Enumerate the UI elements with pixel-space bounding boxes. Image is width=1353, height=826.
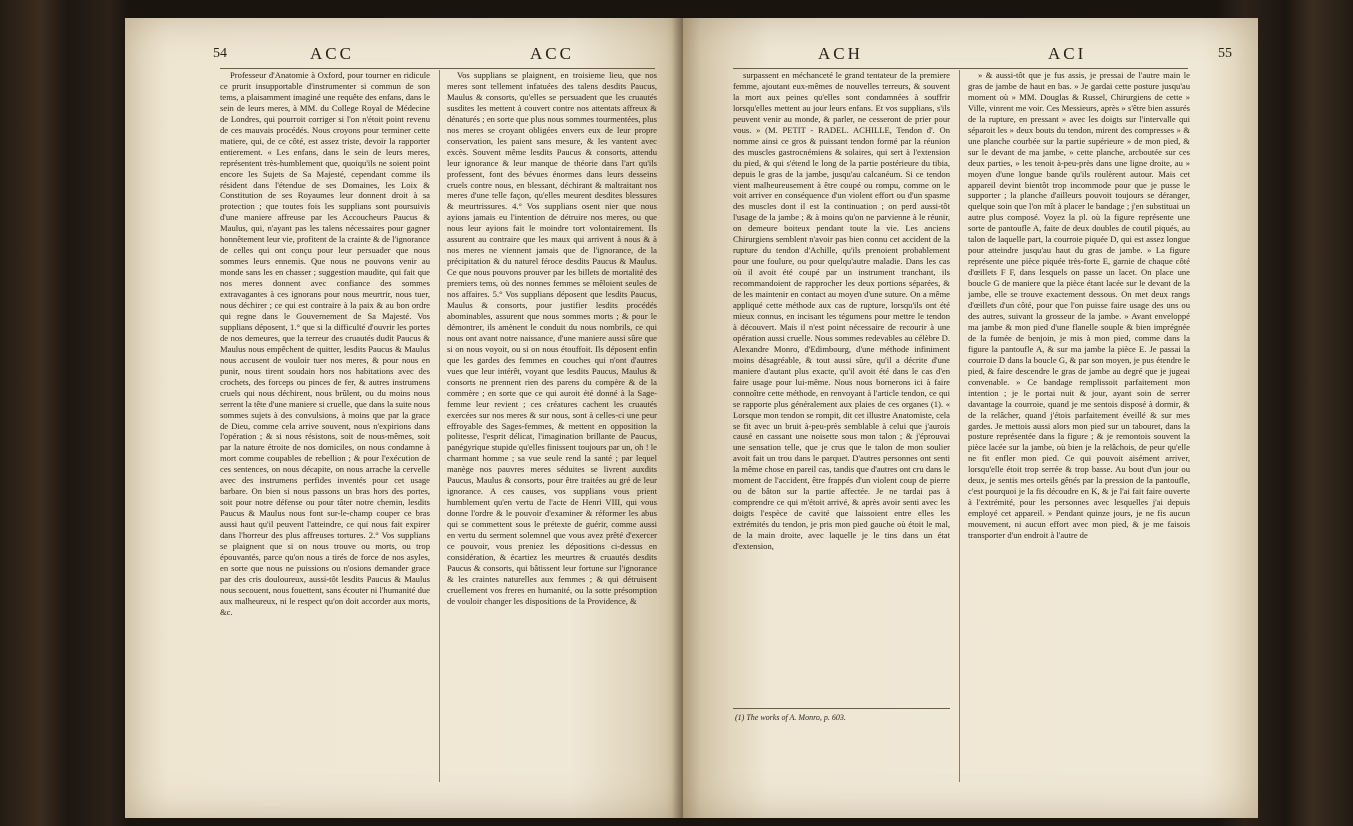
left-column-2 xyxy=(447,70,657,782)
right-column-2 xyxy=(968,70,1190,782)
right-column-1 xyxy=(733,70,950,705)
page-number-left: 54 xyxy=(213,46,227,61)
column-divider-right xyxy=(959,70,960,782)
left-page xyxy=(125,18,683,818)
head-rule-left xyxy=(220,68,655,69)
head-rule-right xyxy=(733,68,1188,69)
page-number-right: 55 xyxy=(1218,46,1232,61)
running-head-right-1: ACH xyxy=(818,44,863,63)
running-head-left-2: ACC xyxy=(530,44,574,63)
left-column-2-text: Vos supplians se plaignent, en troisieme lieu, que nos meres sont tellement infatuées des talens desdits Paucus, Maulus & consorts, qu'elles se persuadent que les cruautés susdites les mettent à couvert contre nos attentats affreux & dénaturés ; en sorte que plus nous sommes tourmentées, plus nos meres se croyant obligées envers eux de leur propre conservation, les paient sans mesure, & les vantent avec excès. Souvent même lesdits Paucus & consorts, attendu leur ignorance & leur manque de théorie dans l'art qu'ils professent, font des bévues énormes dans leurs desseins cruels contre nous, en blessant, déchirant & maltraitant nos meres d'une telle façon, qu'elles meurent desdites blessures & meurtrissures. 4.° Vos supplians osent nier que nous ayions jamais eu l'intention de détruire nos meres, ou que nous leur ayions fait le moindre tort volontairement. Ils assurent au contraire que les maux qui arrivent à nous & à nos meres ne viennent jamais que de l'ignorance, de la précipitation & du naturel féroce desdits Paucus & Maulus. Ce que nous pouvons prouver par les billets de mortalité des premiers tems, où des nonnes femmes se mêloient seules de nos affaires. 5.° Vos supplians déposent que lesdits Paucus, Maulus & consorts, pour justifier lesdits procédés abominables, assurent que nous sommes morts ; & pour le démontrer, ils amènent le conduit du nous nombrils, ce qui nous ont avant notre naissance, d'une maniere aussi sûre que si on nous voyoit, ou si on nous étouffoit. Ils déposent enfin que les gardes des femmes en couches qui n'ont d'autres vues que leur intérêt, voyant que lesdits Paucus, Maulus & consorts ne prennent rien des parens du compère & de la commère ; en sorte que ce qui auroit été donné à la Sage-femme leur revient ; ces créatures cachent les cruautés exercées sur nos meres & sur nous, sont à celles-ci une peur effroyable des Sages-femmes, & mettent en opposition la politesse, l'esprit délicat, l'imagination brillante de Paucus, panégyrique stupide qu'elles finissent toujours par un, oh ! le charmant homme ; sa vue seule rend la santé ; par lequel manège nos pauvres meres séduites se livrent auxdits Paucus, Maulus & consorts, pour être traitées au gré de leur ignorance. A ces causes, vos supplians vous prient humblement qu'en vertu de l'acte de Henri VIII, qui vous donne l'ordre & le pouvoir d'examiner & réformer les abus qui se commettent sous le prétexte de guérir, comme aussi en vertu du serment solemnel que vous avez prêté d'exercer ce pouvoir, vous preniez les dépositions ci-dessus en considération, & écartiez les meurtres & cruautés desdits Paucus & consorts, qui bâtissent leur fortune sur l'ignorance & les craintes naturelles aux femmes ; & qui détruisent cruellement vos freres en humanité, ou la sotte présomption de vouloir changer les dispositions de la Providence, & xyxy=(447,70,657,606)
right-column-1-text: surpassent en méchanceté le grand tentateur de la premiere femme, ajoutant eux-mêmes de nouvelles terreurs, & souvent la mort aux peines qu'elles sont condamnées à souffrir lorsqu'elles mettent au jour leurs enfans. Et vos supplians, s'ils peuvent venir au monde, & parler, ne cesseront de prier pour vous. » (M. PETIT - RADEL. ACHILLE, Tendon d'. On nomme ainsi ce gros & puissant tendon formé par la réunion des muscles gastrocnémiens & solaires, qui sert à l'extension du pied, & qui s'étend le long de la partie postérieure du tibia, depuis le gras de la jambe, jusqu'au calcanéum. Si ce tendon vient malheureusement à être coupé ou rompu, comme on le voit arriver en conséquence d'un violent effort ou d'un spasme des muscles dont il est la continuation ; on perd aussi-tôt l'usage de la jambe ; & à moins qu'on ne parvienne à le réunir, on demeure boiteux pendant toute la vie. Les anciens Chirurgiens semblent n'avoir pas bien connu cet accident de la rupture du tendon d'Achille, qu'ils prenoient probablement pour une foulure, ou pour quelqu'autre maladie. Dans les cas où il avoit été coupé par un instrument tranchant, ils recommandoient de rapprocher les deux portions séparées, & de les maintenir en contact au moyen d'une suture. On a même appliqué cette méthode aux cas de rupture, lorsqu'ils ont été mieux connus, en incisant les tégumens pour mettre le tendon à découvert. Mais il n'est point nécessaire de recourir à une opération aussi cruelle. Nous sommes redevables au célèbre D. Alexandre Monro, d'Edimbourg, d'une méthode infiniment moins désagréable, & tout aussi sûre, qu'il a décrite d'une maniere d'autant plus exacte, qu'il avoit été dans le cas d'en faire usage pour lui-même. Nous nous bornerons ici à faire connoître cette méthode, en renvoyant à l'article tendon, ce qui se rapporte plus généralement aux plaies de ces organes (1). « Lorsque mon tendon se rompit, dit cet illustre Anatomiste, cela se fit avec un bruit à-peu-près semblable à celui que j'aurois causé en cassant une noisette sous mon talon ; & j'éprouvai une sensation telle, que je crus que le talon de mon soulier avoit fait un trou dans le parquet. D'autres personnes ont senti la même chose en pareil cas, tandis que d'autres ont cru dans le moment de l'accident, être frappés d'un violent coup de pierre ou de bâton sur la partie affectée. Je ne tardai pas à comprendre ce qui m'étoit arrivé, & après avoir senti avec les doigts l'espèce de cavité que laissoient entre elles les extrémités du tendon, je pris mon pied gauche où étoit le mal, de la main droite, avec laquelle je le tins dans un état d'extension, xyxy=(733,70,950,551)
right-column-2-text: » & aussi-tôt que je fus assis, je pressai de l'autre main le gras de jambe de haut en bas. » Je gardai cette posture jusqu'au moment où » MM. Douglas & Russel, Chirurgiens de cette » Ville, vinrent me voir. Ces Messieurs, après » s'être bien assurés de la rupture, en pressant » avec les doigts sur l'intervalle qui séparoit les » deux bouts du tendon, mirent des compresses » & une planche courbée sur la partie supérieure » de mon pied, & sur le devant de ma jambe, » cette planche, arcboutée sur ces deux parties, » les tenoit à-peu-près dans une ligne droite, au » moyen d'une longue bande qu'ils roulèrent autour. Mais cet appareil devint bientôt trop incommode pour que je pusse le supporter ; la planche d'ailleurs pouvoit toujours se déranger, quelque soin que l'on mît à placer le bandage ; j'en substituai un autre plus composé. Voyez la pl. où la figure représente une sorte de pantoufle A, faite de deux doubles de coutil piqués, au talon de laquelle part, la courroie piquée D, qui est assez longue pour atteindre jusqu'au haut du gras de jambe. » La figure représente une pièce piquée très-forte E, garnie de chaque côté d'œillets F F, dans lesquels on passe un lacet. On place une boucle G de maniere que la pièce étant lacée sur le devant de la jambe, elle se trouve exactement dessous. On met deux rangs d'œillets d'un côté, pour que l'on puisse faire usage des uns ou des autres, suivant la grosseur de la jambe. » Avant enveloppé ma jambe & mon pied d'une flanelle souple & bien imprégnée de la fumée de benjoin, je mis à mon pied, comme dans la figure la pantoufle A, & sur ma jambe la pièce E. Je passai la courroie D dans la boucle G, & par son moyen, je pus étendre le pied, & faire descendre le gras de jambe au degré que je jugeai convenable. » Ce bandage remplissoit parfaitement mon intention ; je le portai nuit & jour, ayant soin de serrer davantage la courroie, quand je me sentois disposé à dormir, & de la relâcher, quand j'étois parfaitement éveillé & sur mes gardes. Je mettois aussi alors mon pied sur un tabouret, dans la posture représentée dans la figure ; & je remontois souvent la pièce lacée sur la jambe, où bien je la relâchois, de peur qu'elle ne fit enfler mon pied. Ce qui pouvoit aisément arriver, lorsqu'elle étoit trop serrée & trop basse. Au bout d'un jour ou deux, je sentis mes orteils gênés par la pression de la pantoufle, c'est pourquoi je la fis découdre en K, & je l'ai fait faire ouverte à l'extrémité, pour les personnes avec lesquelles j'ai depuis employé cet appareil. » Pendant quinze jours, je ne fis aucun mouvement, ni aucun effort avec mon pied, & je me faisois transporter d'un endroit à l'autre de xyxy=(968,70,1190,541)
footnote: (1) The works of A. Monro, p. 603. xyxy=(735,713,846,722)
right-page xyxy=(683,18,1258,818)
left-column-1 xyxy=(220,70,430,782)
running-head-left-1: ACC xyxy=(310,44,354,63)
column-divider-left xyxy=(439,70,440,782)
left-column-1-text: Professeur d'Anatomie à Oxford, pour tourner en ridicule ce prurit insupportable d'instrumenter si commun de son tems, a plaisamment imaginé une requête des enfans, dans le sein de leurs meres, à MM. du College Royal de Médecine de Londres, qui pourroit corriger si l'on n'étoit point revenu de ces mauvais procédés. Nous croyons pour terminer cette matiere, qui, de ce côté, est assez triste, devoir la rapporter entierement. « Les enfans, dans le sein de leurs meres, représentent très-humblement que, quoiqu'ils ne soient point encore les Sujets de Sa Majesté, cependant comme ils résident dans l'étendue de ses Domaines, les Loix & Constitution de ses Royaumes leur donnent droit à sa protection ; que toutes fois les supplians sont poursuivis d'une maniere affreuse par les Accoucheurs Paucus & Maulus, qui, n'ayant pas les talens nécessaires pour gagner honnêtement leur vie, profitent de la crainte & de l'ignorance de celles qui ont conçu pour leur persuader que nous sommes leurs ennemis. Que nous ne pouvons venir au monde sans les en chasser ; suggestion maudite, qui fait que nos meres donnent avec confiance des sommes extravagantes à ces ignorans pour nous meurtrir, nous tuer, nous déchirer ; ce qui est contraire à la paix & au bon ordre qui regne dans le Gouvernement de Sa Majesté. Vos supplians déposent, 1.° que si la difficulté d'ouvrir les portes de nos demeures, que la terreur des cruautés dudit Paucus & Maulus nous empêchent de quitter, lesdits Paucus & Maulus nous accusent de vouloir tuer nos meres, & pour nous en punir, nous tirent soudain hors nos habitations avec des crochets, des forceps ou pinces de fer, & autres instrumens cruels qui nous déchirent, nous brûlent, ou du moins nous serrent la tête d'une maniere si cruelle, que dans la suite nous sommes sujets à des convulsions, à moins que par la grace de Dieu, comme cela arrive souvent, nous n'expirions dans l'opération ; & si nous résistons, soit de nous-mêmes, soit par la nature étroite de nos domiciles, on nous condamne à mort comme coupables de rebellion ; & pour l'exécution de ces sentences, on nous décapite, on nous arrache la cervelle avec des instrumens perfides inventés pour cet usage barbare. On bien si nous passons un bras hors des portes, soit pour notre défense ou pour tâter notre chemin, lesdits Paucus & Maulus nous font sur-le-champ couper ce bras aussi haut qu'il peuvent l'atteindre, ce qui nous fait expirer dans l'horreur des plus affreuses tortures. 2.° Vos supplians se plaignent que si on nous trouve ou morts, ou trop épouvantés, parce qu'on nous a tirés de force de nos asyles, en sorte que nous ne puissions ou n'osions demander grace par des cris douloureux, aussi-tôt lesdits Paucus & Maulus nous secouent, nous fouettent, sans écouter ni l'humanité due aux malheureux, ni le respect qu'on doit accorder aux morts, &c. xyxy=(220,70,430,617)
footnote-rule xyxy=(733,708,950,709)
running-head-right-2: ACI xyxy=(1048,44,1087,63)
